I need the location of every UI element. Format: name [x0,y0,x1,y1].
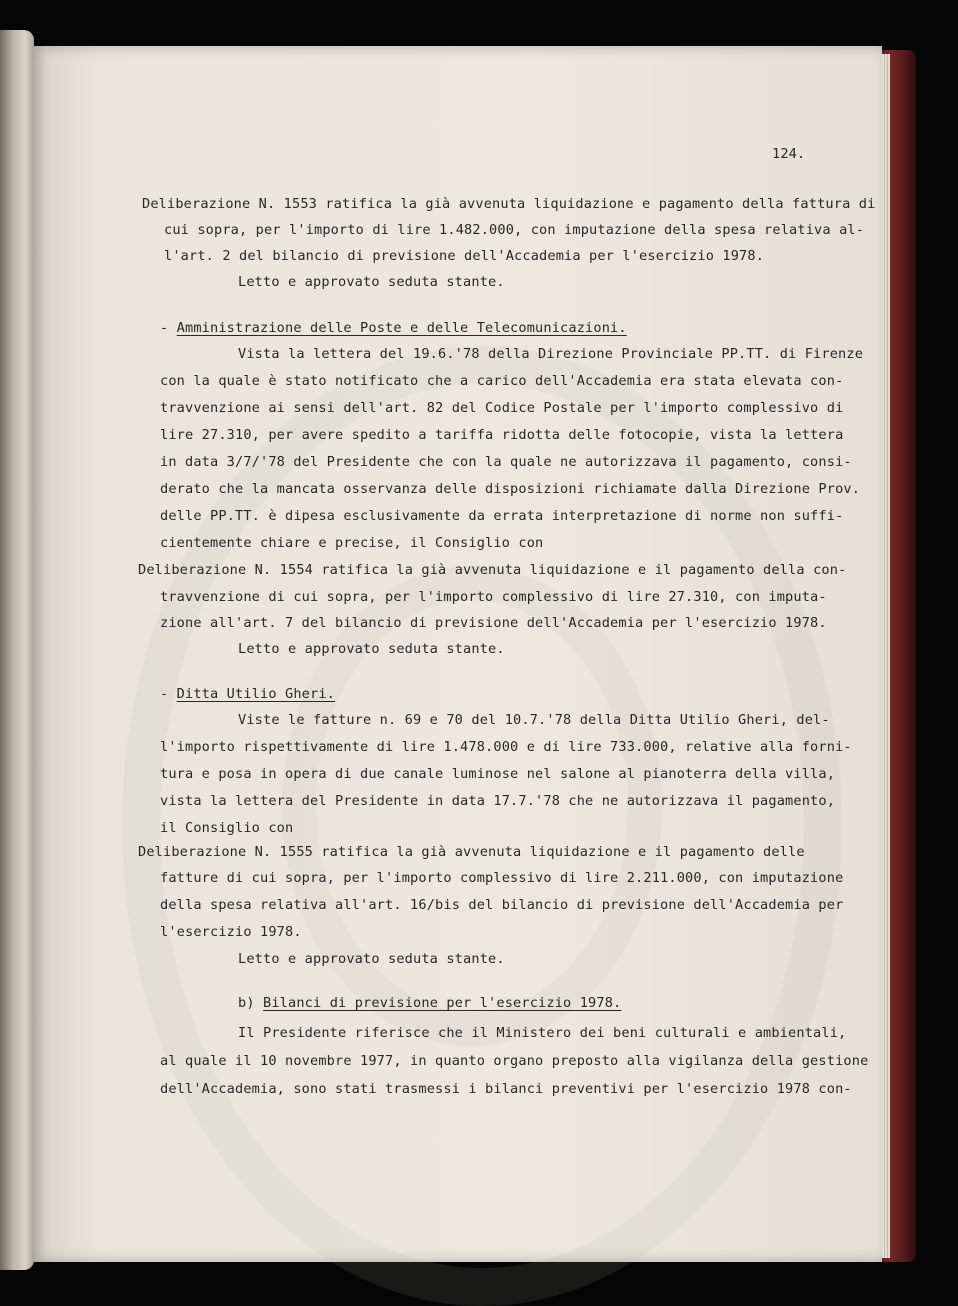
text-line: dell'Accademia, sono stati trasmessi i bilanci preventivi per l'esercizio 1978 con- [160,1081,852,1097]
text-line: Il Presidente riferisce che il Ministero dei beni culturali e ambientali, [238,1025,847,1041]
text-line: l'importo rispettivamente di lire 1.478.000 e di lire 733.000, relative alla forni- [160,739,852,755]
text-line: Deliberazione N. 1554 ratifica la già avvenuta liquidazione e il pagamento della con- [138,562,847,578]
heading-text: Ditta Utilio Gheri. [176,686,336,702]
heading-prefix: - [160,320,177,336]
text-line: Deliberazione N. 1555 ratifica la già avvenuta liquidazione e il pagamento delle [138,844,805,860]
text-line: Letto e approvato seduta stante. [238,641,505,657]
text-line: Vista la lettera del 19.6.'78 della Direzione Provinciale PP.TT. di Firenze [238,346,864,362]
text-line: cientemente chiare e precise, il Consiglio con [160,535,544,551]
text-line: zione all'art. 7 del bilancio di previsione dell'Accademia per l'esercizio 1978. [160,615,827,631]
text-line: vista la lettera del Presidente in data 17.7.'78 che ne autorizzava il pagamento, [160,793,836,809]
text-line: tura e posa in opera di due canale luminose nel salone al pianoterra della villa, [160,766,836,782]
text-line: Viste le fatture n. 69 e 70 del 10.7.'78 della Ditta Utilio Gheri, del- [238,712,830,728]
text-line: con la quale è stato notificato che a carico dell'Accademia era stata elevata con- [160,373,844,389]
text-line: della spesa relativa all'art. 16/bis del bilancio di previsione dell'Accademia per [160,897,844,913]
section-heading-bilanci [238,995,621,1011]
section-heading-gheri [160,686,335,702]
heading-prefix: - [160,686,177,702]
text-line: travvenzione ai sensi dell'art. 82 del Codice Postale per l'importo complessivo di [160,400,844,416]
text-line: travvenzione di cui sopra, per l'importo complessivo di lire 27.310, con imputa- [160,589,827,605]
text-line: al quale il 10 novembre 1977, in quanto organo preposto alla vigilanza della gestione [160,1053,869,1069]
text-line: cui sopra, per l'importo di lire 1.482.000, con imputazione della spesa relativa al- [164,222,865,238]
text-line: fatture di cui sopra, per l'importo complessivo di lire 2.211.000, con imputazione [160,870,844,886]
text-line: l'art. 2 del bilancio di previsione dell'Accademia per l'esercizio 1978. [164,248,765,264]
text-line: in data 3/7/'78 del Presidente che con la quale ne autorizzava il pagamento, consi- [160,454,852,470]
text-line: l'esercizio 1978. [160,924,302,940]
heading-prefix: b) [238,995,264,1011]
heading-text: Amministrazione delle Poste e delle Telecomunicazioni. [176,320,627,336]
text-line: derato che la mancata osservanza delle disposizioni richiamate dalla Direzione Prov. [160,481,861,497]
page-number: 124. [772,146,806,162]
text-line: delle PP.TT. è dipesa esclusivamente da errata interpretazione di norme non suffi- [160,508,844,524]
text-line: Deliberazione N. 1553 ratifica la già avvenuta liquidazione e pagamento della fattura di [142,196,876,212]
text-line: Letto e approvato seduta stante. [238,951,505,967]
heading-text: Bilanci di previsione per l'esercizio 1978. [263,995,622,1011]
left-page-binding [0,30,34,1270]
text-line: Letto e approvato seduta stante. [238,274,505,290]
text-line: il Consiglio con [160,820,294,836]
text-line: lire 27.310, per avere spedito a tariffa ridotta delle fotocopie, vista la lettera [160,427,844,443]
section-heading-poste [160,320,627,336]
